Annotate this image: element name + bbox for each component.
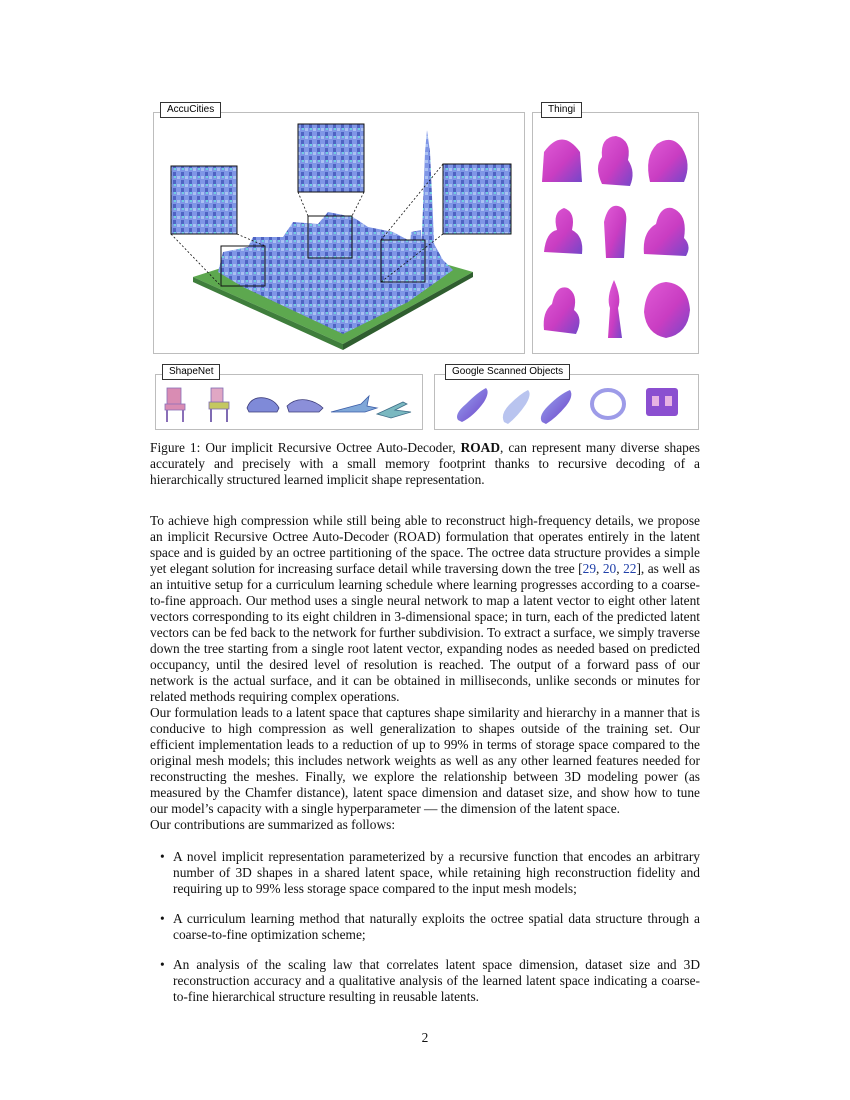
contributions-list [150, 849, 700, 897]
thingi-shape-3 [648, 140, 687, 182]
bullet-text-2: A curriculum learning method that naturally exploits the octree spatial data structure through a coarse-to-fine optimization scheme; [173, 911, 700, 942]
caption-suffix: , can represent many diverse shapes accurately and precisely with a small memory footprint thanks to recursive decoding of a hierarchically structured learned implicit shape representation. [150, 440, 700, 487]
gso-shoe-2 [503, 390, 530, 424]
inset-right [443, 164, 511, 234]
paragraph-3 [150, 817, 700, 833]
gso-label: Google Scanned Objects [445, 364, 570, 380]
thingi-shape-4 [544, 208, 582, 254]
thingi-shape-8 [608, 280, 622, 338]
list-item [150, 911, 700, 943]
shapenet-car-1 [247, 398, 279, 412]
gso-box [646, 388, 678, 416]
page-number: 2 [421, 1030, 429, 1045]
citation-22[interactable]: 22 [623, 561, 637, 576]
shapenet-chair-1 [165, 388, 185, 422]
thingi-shape-9 [644, 282, 690, 338]
shapenet-chair-2 [209, 388, 229, 422]
shapenet-plane-2 [377, 402, 411, 418]
citation-29[interactable]: 29 [582, 561, 597, 576]
thingi-shape-6 [644, 208, 689, 256]
p1-part-a: To achieve high compression while still being able to reconstruct high-frequency details, we propose an implicit Recursive Octree Auto-Decoder (ROAD) formulation that operates entirely in the latent space and is guided by an octree partitioning of the space. The octree data structure provides a simple yet elegant solution for increasing surface detail while traversing down the tree [ [150, 513, 700, 576]
thingi-renders [532, 112, 698, 354]
caption-road: ROAD [460, 440, 500, 455]
thingi-shape-7 [544, 287, 580, 334]
bullet-text-1: A novel implicit representation parameterized by a recursive function that encodes an arbitrary number of 3D shapes in a shared latent space, while retaining high reconstruction fidelity and requiring up to 99% less storage space compared to the input mesh models; [173, 849, 700, 896]
accucities-render [153, 112, 525, 354]
gso-renders [434, 374, 699, 430]
paragraph-1: To achieve high compression while still being able to reconstruct high-frequency details, we propose an implicit Recursive Octree Auto-Decoder (ROAD) formulation that operates entirely in the latent space and is guided by an octree partitioning of the space. The octree data structure provides a simple yet elegant solution for increasing surface detail while traversing down the tree [29, 20, 22], as well as an intuitive setup for a curriculum learning schedule where learning progresses according to a coarse-to-fine approach. Our method uses a single neural network to map a latent vector to eight other latent vectors corresponding to its eight children in 3-dimensional space; in turn, each of the predicted latent vectors can be fed back to the network for further subdivision. To extract a surface, we simply traverse down the tree starting from a single root latent vector, expanding nodes as needed based on predicted occupancy, until the desired level of resolution is reached. The output of a forward pass of our network is the actual surface, and it can be obtained in milliseconds, unlike seconds or minutes for related methods requiring complex operations. [150, 513, 700, 704]
bullet-1: • [160, 849, 165, 864]
shapenet-plane-1 [331, 396, 377, 412]
inset-left [171, 166, 237, 234]
inset-center [298, 124, 364, 192]
list-item [150, 957, 700, 1005]
p3-text: Our contributions are summarized as follows: [150, 817, 396, 832]
p1-part-b: ], as well as an intuitive setup for a curriculum learning schedule where learning progresses according to a coarse-to-fine approach. Our method uses a single neural network to map a latent vector to eight other latent vectors corresponding to its eight children in 3-dimensional space; in turn, each of the predicted latent vectors can be fed back to the network for further subdivision. To extract a surface, we simply traverse down the tree starting from a single root latent vector, expanding nodes as needed based on predicted occupancy, until the desired level of resolution is reached. The output of a forward pass of our network is the actual surface, and it can be obtained in milliseconds, unlike seconds or minutes for related methods requiring complex operations. [150, 561, 700, 704]
paragraph-2 [150, 705, 700, 817]
contributions-list-3 [150, 957, 700, 1005]
thingi-shape-2 [598, 136, 633, 186]
shapenet-label: ShapeNet [162, 364, 220, 380]
p2-text: Our formulation leads to a latent space that captures shape similarity and hierarchy in a manner that is conducive to high compression as well generalization to shapes outside of the training set. Our efficient implementation leads to a reduction of up to 99% in terms of storage space compared to the original mesh models; this includes network weights as well as any other learned features needed for reconstructing the meshes. Finally, we explore the relationship between 3D modeling power (as measured by the Chamfer distance), latent space dimension and dataset size, and show how to tune our model’s capacity with a single hyperparameter — the dimension of the latent space. [150, 705, 700, 816]
bullet-2: • [160, 911, 165, 926]
shapenet-car-2 [287, 400, 323, 412]
citation-20[interactable]: 20 [602, 561, 617, 576]
city-buildings [218, 212, 453, 334]
accucities-label: AccuCities [160, 102, 221, 118]
gso-cable [592, 390, 624, 418]
caption-prefix: Figure 1: Our implicit Recursive Octree Auto-Decoder, [150, 440, 461, 455]
list-item [150, 849, 700, 897]
contributions-list-2 [150, 911, 700, 943]
shapenet-renders [155, 374, 423, 430]
thingi-shape-1 [542, 140, 582, 183]
figure-caption [150, 440, 700, 488]
thingi-shape-5 [604, 206, 626, 258]
thingi-label: Thingi [541, 102, 582, 118]
gso-shoe-3 [541, 390, 571, 424]
bullet-3: • [160, 957, 165, 972]
bullet-text-3: An analysis of the scaling law that correlates latent space dimension, dataset size and 3D reconstruction accuracy and a qualitative analysis of the learned latent space indicating a coarse-to-fine hierarchical structure resulting in reusable latents. [173, 957, 700, 1004]
gso-shoe-1 [457, 388, 488, 422]
